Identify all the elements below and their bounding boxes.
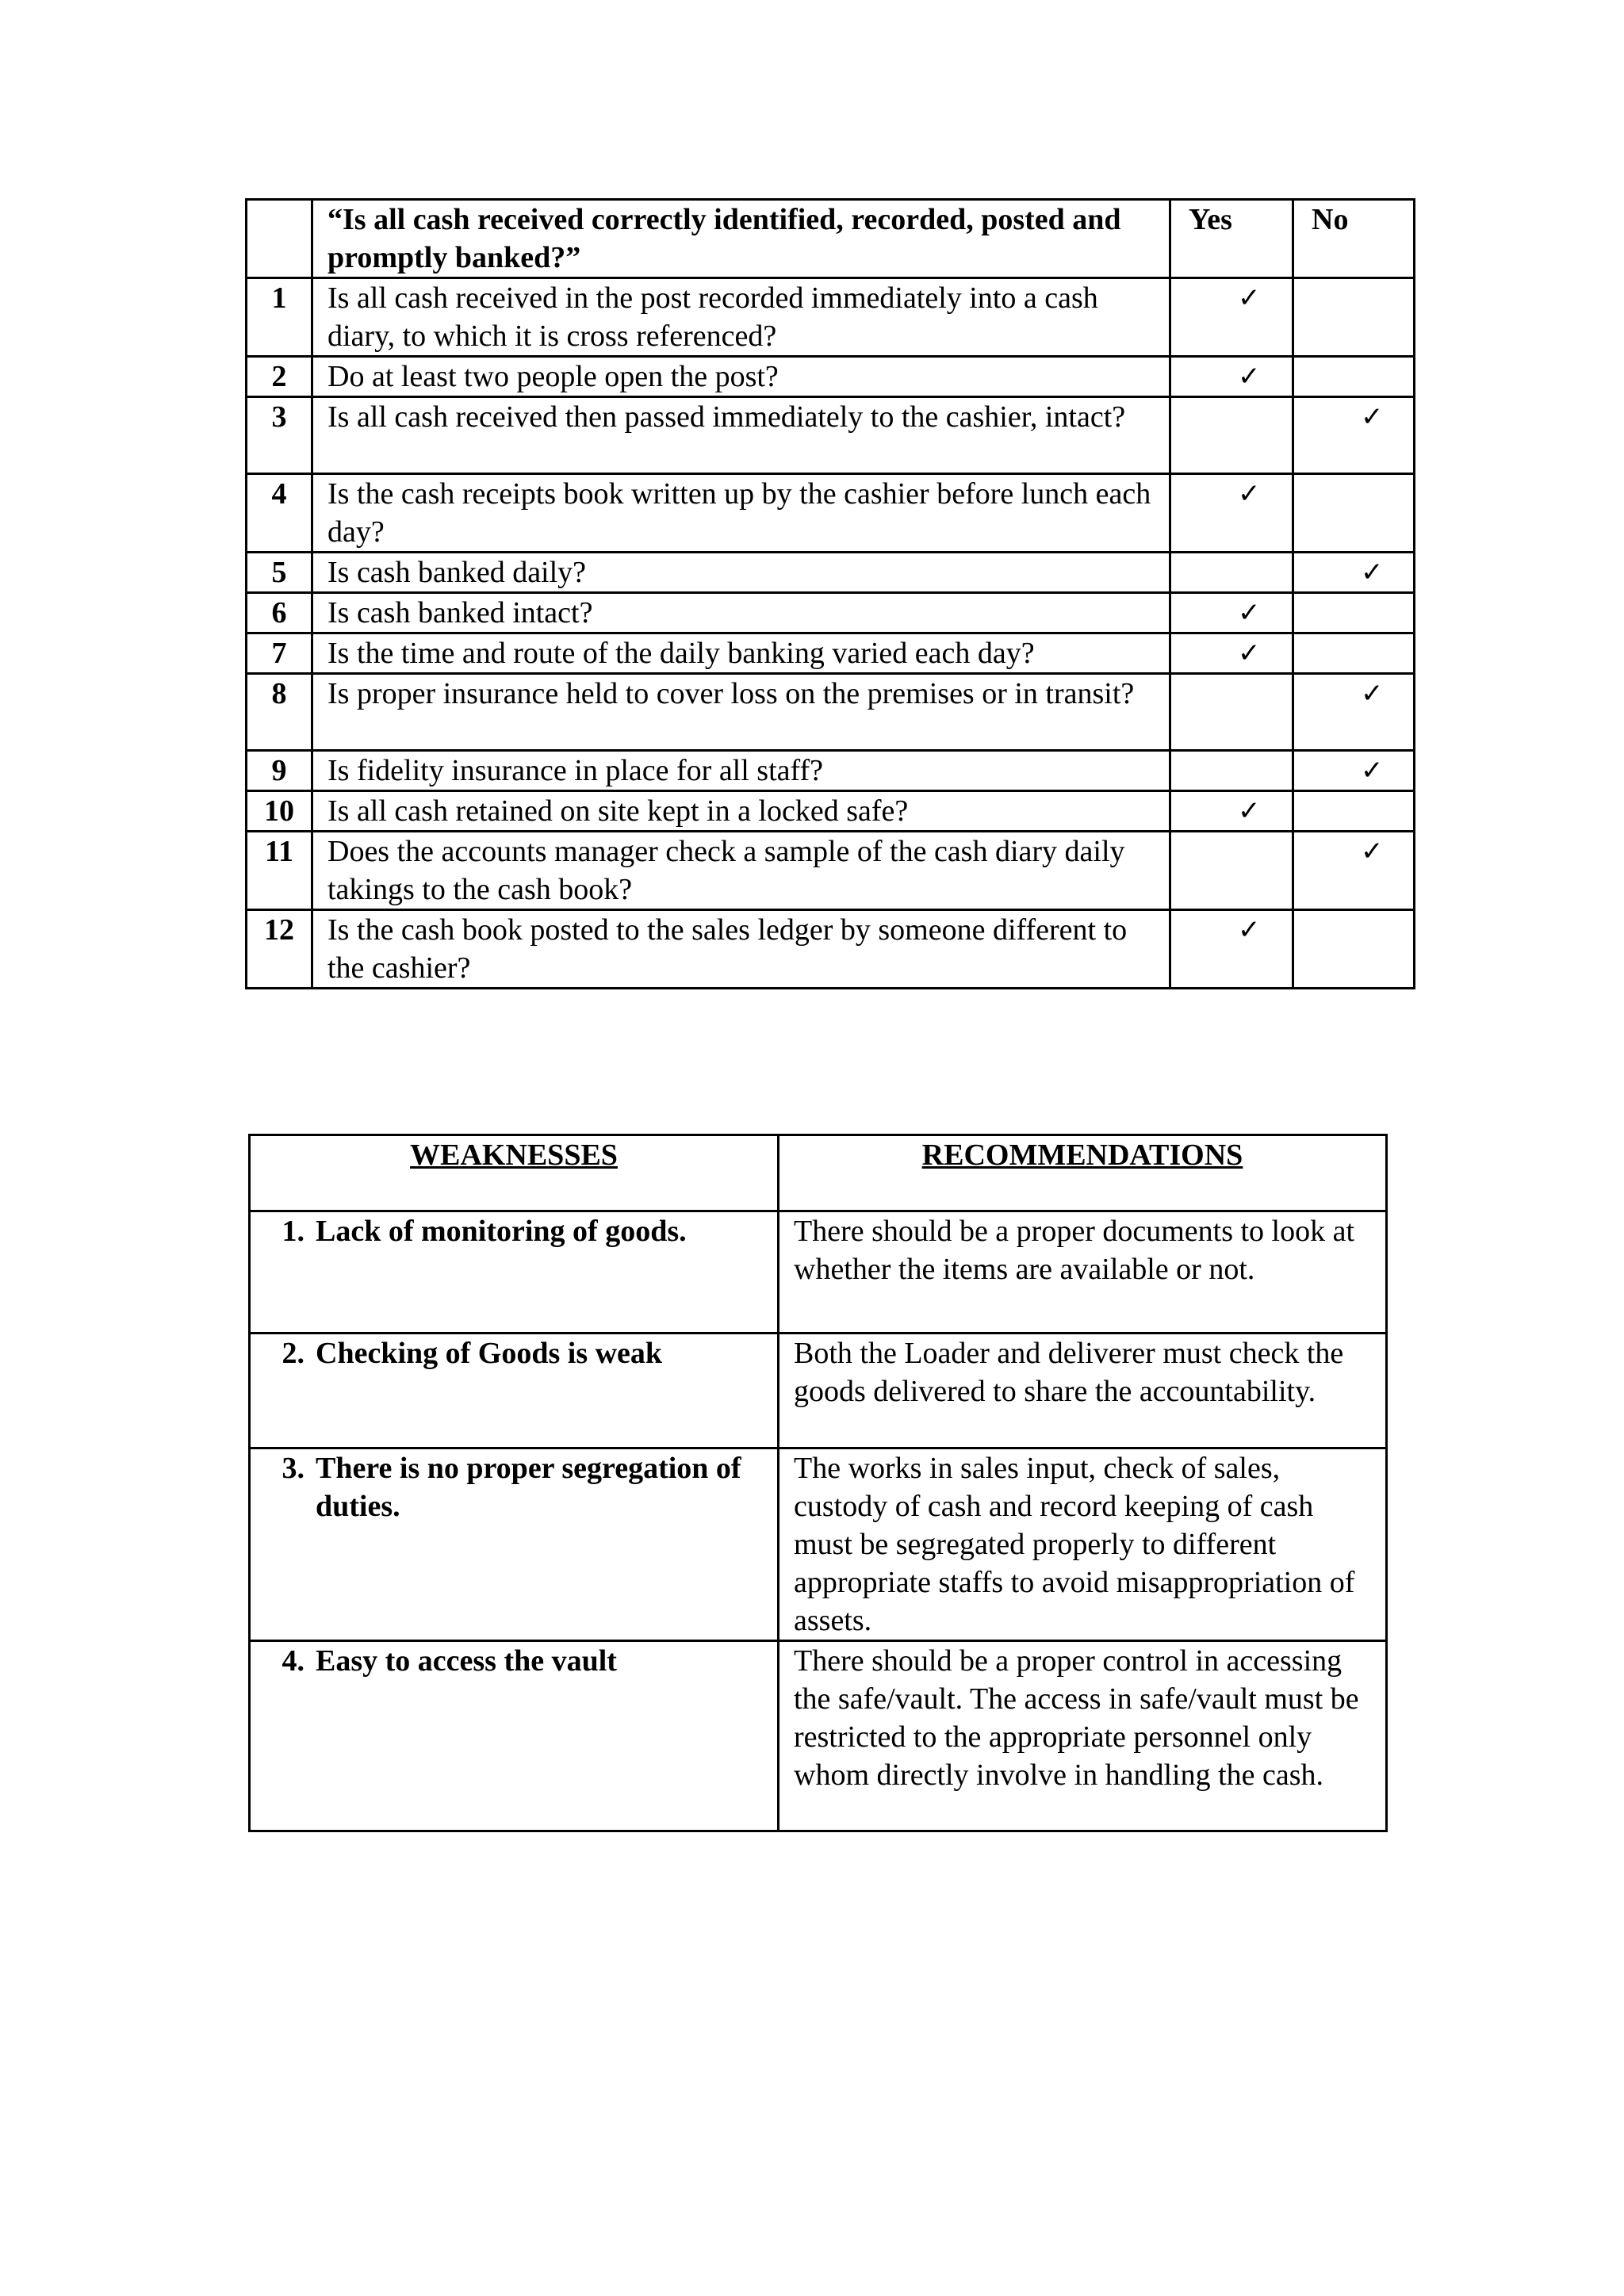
row-question: Do at least two people open the post?: [312, 357, 1170, 397]
yes-cell: [1170, 791, 1293, 832]
no-cell: [1293, 553, 1415, 593]
yes-cell: [1170, 674, 1293, 751]
yes-cell: [1170, 910, 1293, 989]
row-question: Is all cash received then passed immediately to the cashier, intact?: [312, 397, 1170, 474]
no-cell: [1293, 910, 1415, 989]
checklist-header-row: [247, 200, 1415, 278]
checklist-row: [247, 474, 1415, 553]
checkmark-icon: ✓: [1361, 678, 1384, 710]
row-number: 12: [247, 910, 312, 989]
checklist-row: [247, 278, 1415, 357]
yes-cell: [1170, 357, 1293, 397]
weakness-number: 1.: [282, 1215, 304, 1248]
row-number: 10: [247, 791, 312, 832]
checklist-row: [247, 791, 1415, 832]
weakness-number: 2.: [282, 1337, 304, 1370]
row-number: 7: [247, 633, 312, 674]
yes-column-heading: Yes: [1170, 200, 1293, 278]
recommendations-heading: RECOMMENDATIONS: [779, 1135, 1387, 1211]
recommendation-text: The works in sales input, check of sales, custody of cash and record keeping of cash must be segregated properly to different appropriate staffs to avoid misappropriation of assets.: [779, 1448, 1387, 1641]
weakness-row: [250, 1334, 1387, 1448]
checklist-row: [247, 593, 1415, 633]
weakness-number: 4.: [282, 1644, 304, 1678]
row-question: Does the accounts manager check a sample of the cash diary daily takings to the cash book?: [312, 832, 1170, 910]
yes-cell: [1170, 397, 1293, 474]
checklist-row: [247, 751, 1415, 791]
weaknesses-header-row: [250, 1135, 1387, 1211]
row-number: 9: [247, 751, 312, 791]
checklist-row: [247, 633, 1415, 674]
weakness-number: 3.: [282, 1452, 304, 1485]
row-question: Is cash banked intact?: [312, 593, 1170, 633]
checkmark-icon: ✓: [1238, 361, 1261, 392]
yes-cell: [1170, 593, 1293, 633]
checklist-row: [247, 357, 1415, 397]
row-number: 6: [247, 593, 312, 633]
yes-cell: [1170, 832, 1293, 910]
yes-cell: [1170, 474, 1293, 553]
weakness-text: Checking of Goods is weak: [316, 1337, 663, 1370]
row-number: 4: [247, 474, 312, 553]
checklist-question-heading: “Is all cash received correctly identified, recorded, posted and promptly banked?”: [312, 200, 1170, 278]
yes-cell: [1170, 278, 1293, 357]
no-column-heading: No: [1293, 200, 1415, 278]
checkmark-icon: ✓: [1361, 557, 1384, 588]
checkmark-icon: ✓: [1238, 478, 1261, 510]
yes-cell: [1170, 553, 1293, 593]
weakness-row: [250, 1641, 1387, 1831]
row-question: Is proper insurance held to cover loss on the premises or in transit?: [312, 674, 1170, 751]
weakness-cell: [250, 1334, 779, 1448]
row-number: 3: [247, 397, 312, 474]
checklist-header-num-cell: [247, 200, 312, 278]
yes-cell: [1170, 633, 1293, 674]
no-cell: [1293, 278, 1415, 357]
weakness-row: [250, 1448, 1387, 1641]
no-cell: [1293, 751, 1415, 791]
row-number: 5: [247, 553, 312, 593]
recommendation-text: There should be a proper control in accessing the safe/vault. The access in safe/vault must be restricted to the appropriate personnel only whom directly involve in handling the cash.: [779, 1641, 1387, 1831]
row-question: Is fidelity insurance in place for all staff?: [312, 751, 1170, 791]
weakness-text: There is no proper segregation of duties.: [316, 1452, 741, 1523]
checkmark-icon: ✓: [1361, 401, 1384, 433]
row-number: 2: [247, 357, 312, 397]
cash-receipts-checklist-table: [245, 198, 1415, 989]
no-cell: [1293, 474, 1415, 553]
row-question: Is the cash receipts book written up by the cashier before lunch each day?: [312, 474, 1170, 553]
row-number: 11: [247, 832, 312, 910]
checklist-row: [247, 910, 1415, 989]
checklist-row: [247, 553, 1415, 593]
weakness-text: Lack of monitoring of goods.: [316, 1215, 687, 1248]
row-question: Is all cash retained on site kept in a locked safe?: [312, 791, 1170, 832]
row-question: Is cash banked daily?: [312, 553, 1170, 593]
checkmark-icon: ✓: [1238, 282, 1261, 314]
no-cell: [1293, 633, 1415, 674]
no-cell: [1293, 674, 1415, 751]
weakness-cell: [250, 1448, 779, 1641]
checkmark-icon: ✓: [1238, 795, 1261, 827]
weaknesses-heading: WEAKNESSES: [250, 1135, 779, 1211]
no-cell: [1293, 832, 1415, 910]
checklist-row: [247, 674, 1415, 751]
no-cell: [1293, 357, 1415, 397]
row-question: Is the time and route of the daily banking varied each day?: [312, 633, 1170, 674]
checklist-row: [247, 397, 1415, 474]
weakness-cell: [250, 1641, 779, 1831]
no-cell: [1293, 791, 1415, 832]
checkmark-icon: ✓: [1361, 755, 1384, 786]
checkmark-icon: ✓: [1361, 836, 1384, 867]
checkmark-icon: ✓: [1238, 914, 1261, 946]
row-number: 1: [247, 278, 312, 357]
yes-cell: [1170, 751, 1293, 791]
checkmark-icon: ✓: [1238, 597, 1261, 629]
recommendation-text: Both the Loader and deliverer must check the goods delivered to share the accountability.: [779, 1334, 1387, 1448]
no-cell: [1293, 397, 1415, 474]
recommendation-text: There should be a proper documents to look at whether the items are available or not.: [779, 1211, 1387, 1334]
weaknesses-recommendations-table: [248, 1134, 1388, 1832]
row-question: Is the cash book posted to the sales ledger by someone different to the cashier?: [312, 910, 1170, 989]
row-question: Is all cash received in the post recorded immediately into a cash diary, to which it is cross referenced?: [312, 278, 1170, 357]
checklist-row: [247, 832, 1415, 910]
weakness-text: Easy to access the vault: [316, 1644, 617, 1678]
no-cell: [1293, 593, 1415, 633]
row-number: 8: [247, 674, 312, 751]
checkmark-icon: ✓: [1238, 637, 1261, 669]
weakness-row: [250, 1211, 1387, 1334]
weakness-cell: [250, 1211, 779, 1334]
